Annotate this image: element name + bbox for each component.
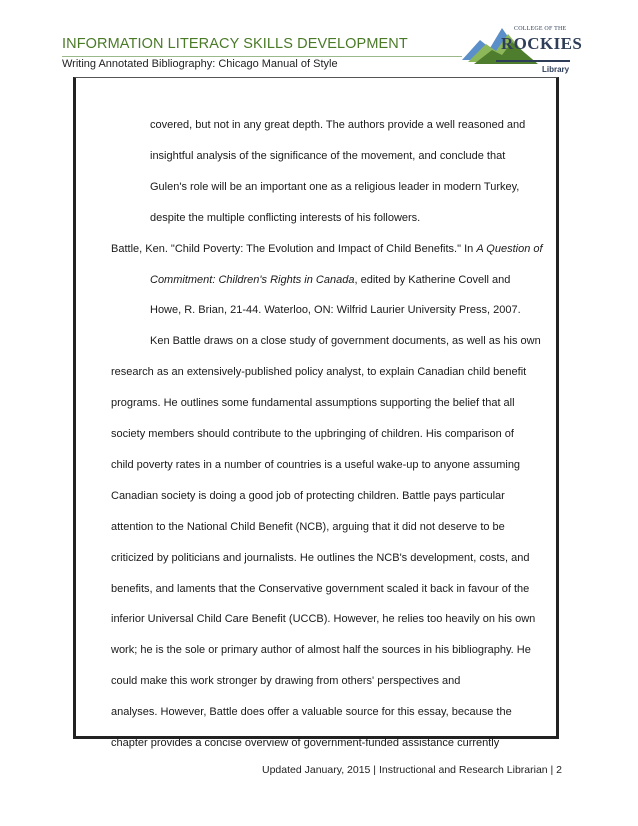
line-text: Howe, R. Brian, 21-44. Waterloo, ON: Wilfrid Laurier University Press, 2007. xyxy=(150,304,521,317)
line-text: society members should contribute to the upbringing of children. His comparison of xyxy=(111,428,514,440)
body-text-line xyxy=(111,674,460,688)
line-italic-title: A Question of xyxy=(476,242,543,255)
header-title: INFORMATION LITERACY SKILLS DEVELOPMENT xyxy=(62,36,408,52)
body-text-line xyxy=(111,242,543,256)
line-text: Canadian society is doing a good job of protecting children. Battle pays particular xyxy=(111,489,505,502)
line-text: criticized by politicians and journalists. He outlines the NCB's development, costs, and xyxy=(111,551,530,564)
body-text-line xyxy=(150,273,510,287)
body-text-line xyxy=(150,180,519,194)
body-text-line xyxy=(111,643,531,657)
logo-name-text: ROCKIES xyxy=(501,34,583,53)
line-text: child poverty rates in a number of countries is a useful wake-up to anyone assuming xyxy=(111,458,521,471)
line-text: Ken Battle draws on a close study of government documents, as well as his own xyxy=(150,335,541,348)
body-text-line xyxy=(111,736,499,750)
line-text: Battle, Ken. "Child Poverty: The Evolution and Impact of Child Benefits." In xyxy=(111,242,477,255)
body-text-line xyxy=(111,612,535,626)
line-text: research as an extensively-published policy analyst, to explain Canadian child benefit xyxy=(111,366,527,379)
body-text-line xyxy=(111,582,529,596)
body-text-line xyxy=(111,520,505,534)
body-text-line xyxy=(150,118,525,132)
logo-college-text: COLLEGE OF THE xyxy=(514,26,567,32)
line-text: analyses. However, Battle does offer a valuable source for this essay, because the xyxy=(111,706,512,719)
body-text-line xyxy=(111,705,512,719)
line-text: , edited by Katherine Covell and xyxy=(354,273,511,286)
college-logo xyxy=(462,20,583,76)
line-text: benefits, and laments that the Conservative government scaled it back in favour of the xyxy=(111,582,530,595)
body-text-line xyxy=(111,489,505,503)
body-text-line xyxy=(111,427,514,441)
line-text: could make this work stronger by drawing from others' perspectives and xyxy=(111,675,461,688)
line-text: despite the multiple conflicting interests of his followers. xyxy=(150,211,421,224)
header-rule xyxy=(62,56,462,57)
line-text: insightful analysis of the significance of the movement, and conclude that xyxy=(150,149,506,162)
line-text: covered, but not in any great depth. The authors provide a well reasoned and xyxy=(150,119,526,131)
line-italic-title: Commitment: Children's Rights in Canada xyxy=(150,273,355,286)
logo-library-text: Library xyxy=(542,65,570,74)
body-text-line xyxy=(150,334,541,348)
line-text: attention to the National Child Benefit (NCB), arguing that it did not deserve to be xyxy=(111,520,505,533)
body-text-line xyxy=(111,551,529,565)
line-text: work; he is the sole or primary author of almost half the sources in his bibliography. He xyxy=(111,644,531,657)
line-text: programs. He outlines some fundamental assumptions supporting the belief that all xyxy=(111,397,515,410)
body-text-line xyxy=(111,396,515,410)
line-text: inferior Universal Child Care Benefit (UCCB). However, he relies too heavily on his own xyxy=(111,613,536,626)
page-footer: Updated January, 2015 | Instructional and Research Librarian | 2 xyxy=(262,764,563,776)
body-text-line xyxy=(150,149,505,163)
body-text-line xyxy=(111,458,520,472)
body-text-line xyxy=(111,365,526,379)
body-text-line xyxy=(150,211,420,225)
body-text-line xyxy=(150,303,521,317)
header-subtitle: Writing Annotated Bibliography: Chicago Manual of Style xyxy=(62,58,338,70)
line-text: chapter provides a concise overview of government-funded assistance currently xyxy=(111,737,500,749)
line-text: Gulen's role will be an important one as a religious leader in modern Turkey, xyxy=(150,180,520,193)
